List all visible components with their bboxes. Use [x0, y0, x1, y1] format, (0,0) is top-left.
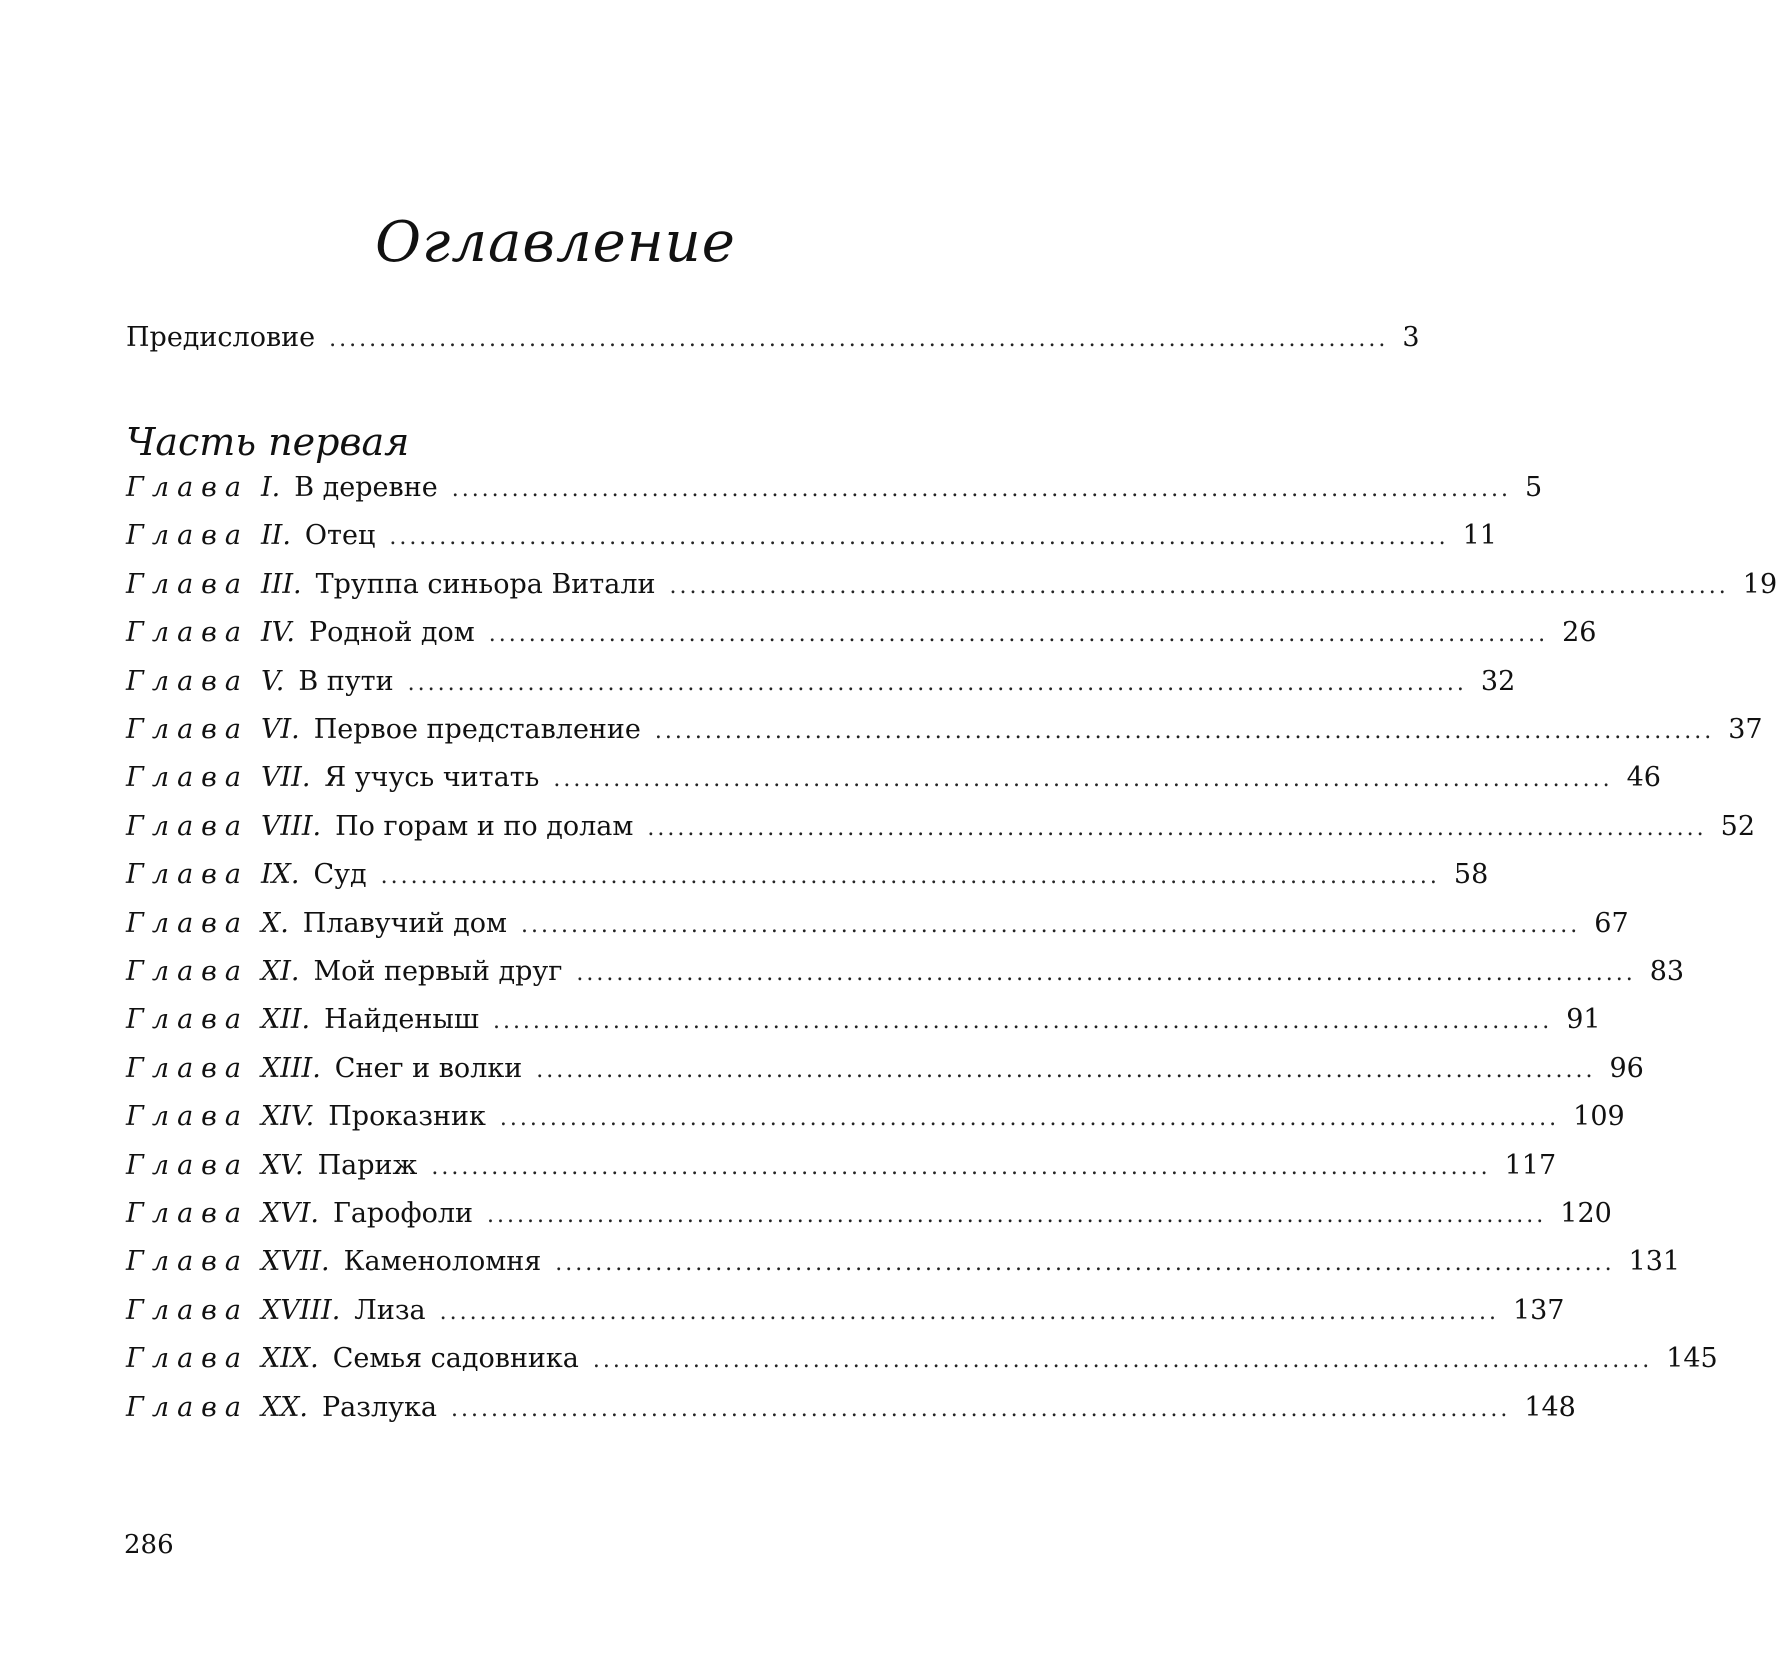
chapter-label: Глава	[126, 1101, 249, 1133]
chapter-number: XV.	[260, 1149, 304, 1181]
toc-row-chapter	[126, 565, 1777, 605]
leader-dots: ..........................................................................................................	[555, 1251, 1615, 1277]
chapter-page-number: 37	[1728, 714, 1763, 745]
chapter-title: Каменоломня	[343, 1246, 542, 1278]
chapter-label: Глава	[126, 1149, 249, 1181]
leader-dots: ..........................................................................................................	[451, 477, 1511, 502]
chapter-label: Глава	[126, 1391, 249, 1423]
leader-dots: ..........................................................................................................	[487, 1203, 1547, 1228]
chapter-title: Мой первый друг	[313, 956, 563, 987]
toc-row-chapter	[126, 1146, 1557, 1186]
chapter-title: Я учусь читать	[324, 762, 540, 794]
chapter-number: XIII.	[260, 1052, 321, 1084]
chapter-page-number: 83	[1649, 956, 1685, 987]
leader-dots: ..........................................................................................................	[553, 767, 1613, 793]
leader-dots: ..........................................................................................................	[488, 622, 1549, 648]
chapter-title: В пути	[298, 665, 394, 697]
chapter-page-number: 11	[1462, 520, 1497, 552]
chapter-number: V.	[260, 665, 285, 697]
chapter-number: XIX.	[260, 1343, 319, 1375]
leader-dots: ..........................................................................................................	[654, 719, 1715, 744]
leader-dots: ..........................................................................................................	[592, 1348, 1653, 1374]
leader-dots: ..........................................................................................................	[576, 961, 1636, 986]
chapter-page-number: 5	[1524, 472, 1543, 503]
chapter-title: Первое представление	[313, 714, 641, 745]
chapter-number: X.	[260, 907, 289, 939]
chapter-number: I.	[260, 472, 281, 503]
toc-row-chapter	[126, 855, 1489, 895]
toc-row-chapter	[126, 516, 1497, 556]
chapter-number: XIV.	[260, 1101, 315, 1133]
chapter-page-number: 32	[1480, 665, 1516, 697]
chapter-page-number: 96	[1609, 1052, 1644, 1084]
chapter-label: Глава	[126, 714, 249, 745]
chapter-label: Глава	[126, 810, 249, 842]
chapter-label: Глава	[126, 907, 249, 939]
leader-dots: ..........................................................................................................	[520, 912, 1581, 938]
chapter-title: Отец	[304, 520, 376, 552]
chapter-title: Париж	[317, 1149, 418, 1181]
leader-dots: ..........................................................................................................	[499, 1106, 1560, 1132]
chapter-label: Глава	[126, 472, 249, 503]
toc-row-chapter	[126, 710, 1763, 750]
chapter-number: VIII.	[260, 810, 322, 842]
chapter-title: В деревне	[294, 472, 438, 503]
toc-row-chapter	[126, 1339, 1718, 1379]
chapter-label: Глава	[126, 1052, 249, 1084]
page-title: Оглавление	[375, 210, 736, 275]
chapter-label: Глава	[126, 956, 249, 987]
leader-dots: ..........................................................................................................	[380, 864, 1440, 890]
chapter-page-number: 67	[1594, 907, 1629, 939]
chapter-label: Глава	[126, 520, 249, 552]
chapter-number: XII.	[260, 1004, 311, 1036]
chapter-number: IV.	[260, 617, 296, 649]
chapter-title: Проказник	[328, 1101, 486, 1133]
chapter-title: По горам и по долам	[335, 810, 634, 842]
chapter-page-number: 145	[1666, 1343, 1718, 1375]
toc-row-chapter	[126, 952, 1685, 992]
toc-row-chapter	[126, 1194, 1612, 1234]
preface-page-number: 3	[1402, 322, 1420, 353]
toc-row-chapter	[126, 1291, 1565, 1331]
leader-dots: ..........................................................................................................	[647, 815, 1707, 841]
part-title: Часть первая	[126, 420, 410, 464]
chapter-title: Суд	[313, 859, 367, 891]
chapter-page-number: 91	[1566, 1004, 1601, 1036]
chapter-page-number: 148	[1524, 1391, 1576, 1423]
leader-dots: ..........................................................................................................	[329, 327, 1389, 352]
chapter-page-number: 52	[1720, 810, 1755, 842]
toc-row-chapter	[126, 468, 1543, 508]
chapter-number: VII.	[260, 762, 311, 794]
leader-dots: ..........................................................................................................	[536, 1057, 1596, 1083]
chapter-title: Труппа синьора Витали	[315, 568, 656, 600]
chapter-page-number: 120	[1560, 1198, 1612, 1229]
toc-row-chapter	[126, 758, 1661, 798]
chapter-number: XVI.	[260, 1198, 319, 1229]
preface-label: Предисловие	[126, 322, 316, 353]
chapter-title: Гарофоли	[332, 1198, 474, 1229]
chapter-title: Родной дом	[309, 617, 475, 649]
chapter-label: Глава	[126, 1343, 249, 1375]
chapter-page-number: 46	[1626, 762, 1661, 794]
chapter-label: Глава	[126, 617, 249, 649]
chapter-number: XI.	[260, 956, 300, 987]
toc-row-chapter	[126, 1388, 1576, 1428]
leader-dots: ..........................................................................................................	[451, 1396, 1511, 1422]
chapter-number: XVIII.	[260, 1294, 341, 1326]
chapter-label: Глава	[126, 762, 249, 794]
toc-row-chapter	[126, 904, 1629, 944]
toc-row-chapter	[126, 613, 1597, 653]
chapter-page-number: 58	[1453, 859, 1489, 891]
chapter-number: VI.	[260, 714, 300, 745]
leader-dots: ..........................................................................................................	[669, 573, 1729, 599]
chapter-page-number: 117	[1504, 1149, 1557, 1181]
toc-row-chapter	[126, 1000, 1601, 1040]
chapter-label: Глава	[126, 1198, 249, 1229]
chapter-number: III.	[260, 568, 302, 600]
chapter-title: Разлука	[322, 1391, 438, 1423]
toc-row-chapter	[126, 1049, 1644, 1089]
chapter-title: Семья садовника	[332, 1343, 579, 1375]
leader-dots: ..........................................................................................................	[407, 670, 1467, 696]
chapter-title: Снег и волки	[334, 1052, 523, 1084]
chapter-page-number: 19	[1742, 568, 1777, 600]
chapter-page-number: 26	[1562, 617, 1597, 649]
chapter-label: Глава	[126, 1246, 249, 1278]
chapter-label: Глава	[126, 1004, 249, 1036]
chapter-title: Плавучий дом	[302, 907, 507, 939]
leader-dots: ..........................................................................................................	[492, 1009, 1553, 1035]
chapter-number: XX.	[260, 1391, 309, 1423]
page-folio: 286	[124, 1530, 174, 1560]
chapter-title: Лиза	[354, 1294, 426, 1326]
chapter-label: Глава	[126, 859, 249, 891]
chapter-page-number: 109	[1573, 1101, 1625, 1133]
chapter-number: II.	[260, 520, 291, 552]
chapter-label: Глава	[126, 568, 249, 600]
leader-dots: ..........................................................................................................	[431, 1154, 1491, 1180]
leader-dots: ..........................................................................................................	[389, 525, 1449, 551]
chapter-label: Глава	[126, 665, 249, 697]
toc-row-preface	[126, 318, 1420, 358]
chapter-number: XVII.	[260, 1246, 330, 1278]
chapter-label: Глава	[126, 1294, 249, 1326]
toc-row-chapter	[126, 662, 1516, 702]
leader-dots: ..........................................................................................................	[439, 1299, 1499, 1325]
chapter-page-number: 137	[1512, 1294, 1565, 1326]
toc-row-chapter	[126, 1242, 1681, 1282]
chapter-page-number: 131	[1628, 1246, 1681, 1278]
chapter-title: Найденыш	[324, 1004, 479, 1036]
toc-row-chapter	[126, 807, 1755, 847]
chapter-number: IX.	[260, 859, 300, 891]
toc-row-chapter	[126, 1097, 1625, 1137]
